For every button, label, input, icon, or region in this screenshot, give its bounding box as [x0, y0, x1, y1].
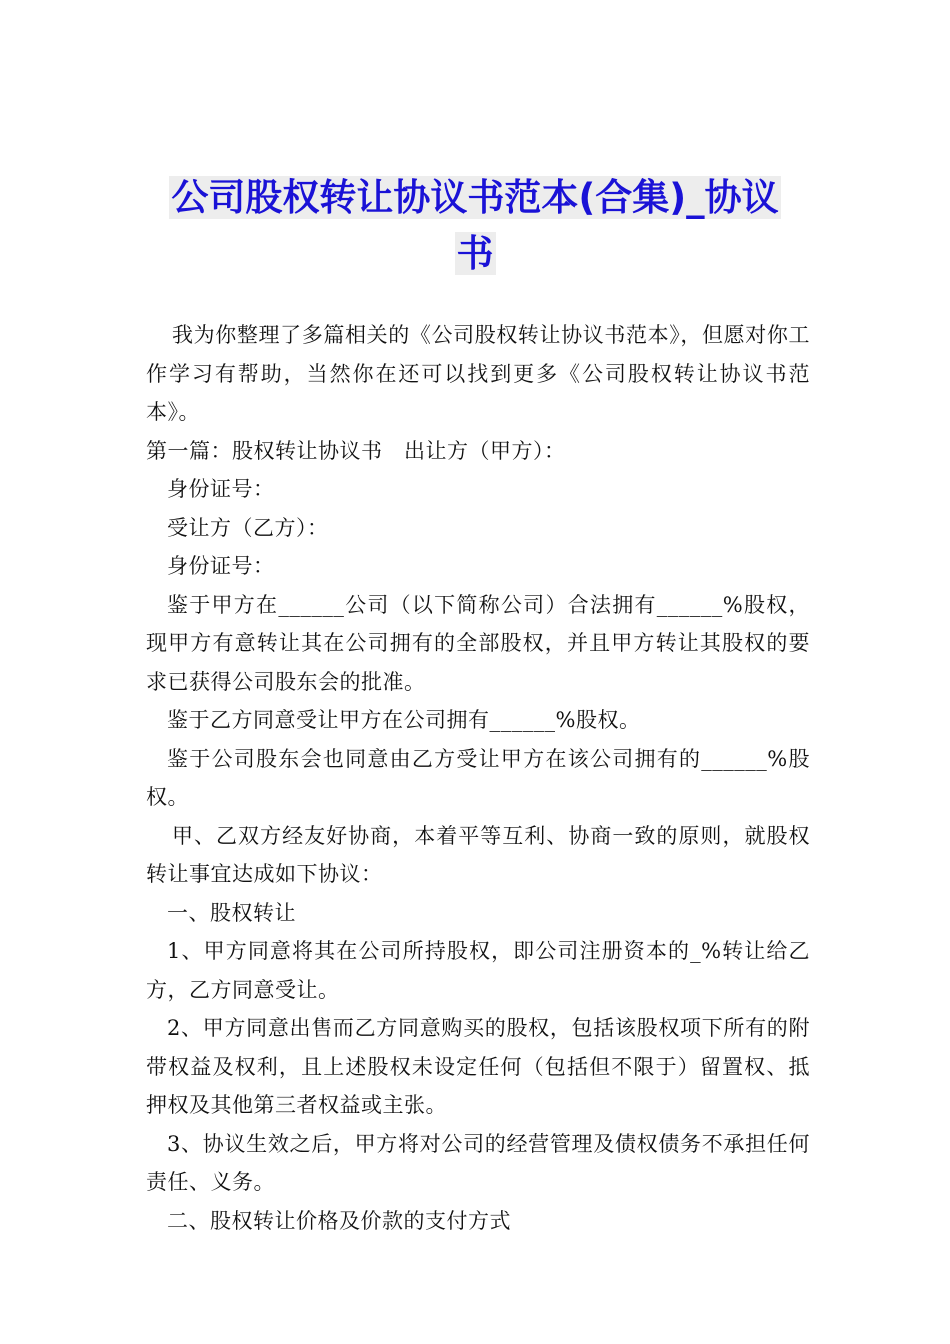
recital-paragraph: 鉴于乙方同意受让甲方在公司拥有______%股权。 [167, 708, 641, 732]
recital-paragraph: 鉴于甲方在______公司（以下简称公司）合法拥有______%股权，现甲方有意转让其在公司拥有的全部股权，并且甲方转让其股权的要求已获得公司股东会的批准。 [146, 592, 810, 694]
document-body [146, 316, 810, 1240]
section-heading-first-article: 第一篇：股权转让协议书 出让方（甲方）： [146, 438, 566, 463]
id-number-line: 身份证号： [167, 554, 275, 578]
transferee-line: 受让方（乙方）： [167, 515, 329, 540]
section-heading: 一、股权转让 [167, 900, 296, 925]
intro-paragraph: 我为你整理了多篇相关的《公司股权转让协议书范本》，但愿对你工作学习有帮助，当然你在还可以找到更多《公司股权转让协议书范本》。 [146, 323, 810, 424]
clause-paragraph: 2、甲方同意出售而乙方同意购买的股权，包括该股权项下所有的附带权益及权利，且上述股权未设定任何（包括但不限于）留置权、抵押权及其他第三者权益或主张。 [146, 1016, 810, 1117]
clause-paragraph: 1、甲方同意将其在公司所持股权，即公司注册资本的_%转让给乙方，乙方同意受让。 [146, 939, 810, 1002]
recital-paragraph: 鉴于公司股东会也同意由乙方受让甲方在该公司拥有的______%股权。 [146, 746, 810, 809]
title-line-2: 书 [456, 232, 494, 275]
section-heading: 二、股权转让价格及价款的支付方式 [167, 1208, 511, 1233]
title-line-1: 公司股权转让协议书范本(合集)_协议 [171, 176, 779, 219]
clause-paragraph: 3、协议生效之后，甲方将对公司的经营管理及债权债务不承担任何责任、义务。 [146, 1131, 810, 1194]
document-title [150, 170, 800, 282]
id-number-line: 身份证号： [167, 477, 275, 501]
agreement-intro-paragraph: 甲、乙双方经友好协商，本着平等互利、协商一致的原则，就股权转让事宜达成如下协议： [146, 823, 810, 886]
